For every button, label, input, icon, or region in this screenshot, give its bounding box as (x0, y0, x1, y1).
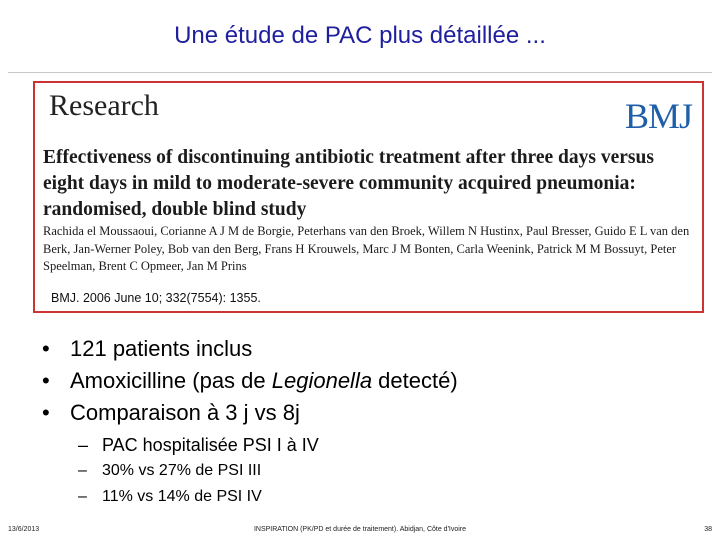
article-section-label: Research (49, 89, 159, 122)
article-authors: Rachida el Moussaoui, Corianne A J M de Borgie, Peterhans van den Broek, Willem N Hustinx, Paul Bresser, Guido E L van den Berk, Jan-Werner Poley, Bob van den Berg, Frans H Krouwels, Marc J M Bonten, Carla Weenink, Patrick M M Bossuyt, Peter Speelman, Brent C Opmeer, Jan M Prins (43, 224, 690, 273)
article-screenshot (33, 81, 704, 313)
footer-page-number: 38 (704, 526, 712, 533)
slide-title: Une étude de PAC plus détaillée ... (174, 22, 546, 49)
bullet-list (42, 333, 458, 429)
dash-marker: – (78, 435, 89, 455)
title-divider (8, 72, 712, 73)
sub-bullet-list (78, 432, 319, 510)
bullet-marker: • (42, 336, 50, 361)
dash-marker: – (78, 462, 87, 479)
article-title: Effectiveness of discontinuing antibiotic treatment after three days versus eight days in mild to moderate-severe community acquired pneumonia: randomised, double blind study (43, 147, 654, 220)
bullet-item (42, 333, 458, 365)
bullet-marker: • (42, 368, 50, 393)
sub-bullet-item (78, 458, 319, 484)
bullet-item (42, 397, 458, 429)
sub-bullet-item (78, 432, 319, 458)
sub-bullet-text: 11% vs 14% de PSI IV (102, 488, 262, 505)
journal-logo: BMJ (624, 96, 692, 136)
footer-date: 13/6/2013 (8, 526, 40, 533)
bullet-italic-text: Legionella (271, 368, 373, 393)
footer-center-text: INSPIRATION (PK/PD et durée de traitement). Abidjan, Côte d'Ivoire (253, 526, 467, 533)
bullet-text: detecté) (372, 368, 458, 393)
bullet-text: 121 patients inclus (70, 336, 253, 361)
sub-bullet-text: 30% vs 27% de PSI III (102, 462, 262, 479)
bullet-marker: • (42, 400, 50, 425)
dash-marker: – (78, 488, 87, 505)
bullet-text: Comparaison à 3 j vs 8j (70, 400, 300, 425)
sub-bullet-text: PAC hospitalisée PSI I à IV (102, 435, 319, 455)
sub-bullet-item (78, 484, 319, 510)
bullet-text: Amoxicilline (pas de (70, 368, 272, 393)
article-citation: BMJ. 2006 June 10; 332(7554): 1355. (51, 291, 261, 305)
bullet-item (42, 365, 458, 397)
